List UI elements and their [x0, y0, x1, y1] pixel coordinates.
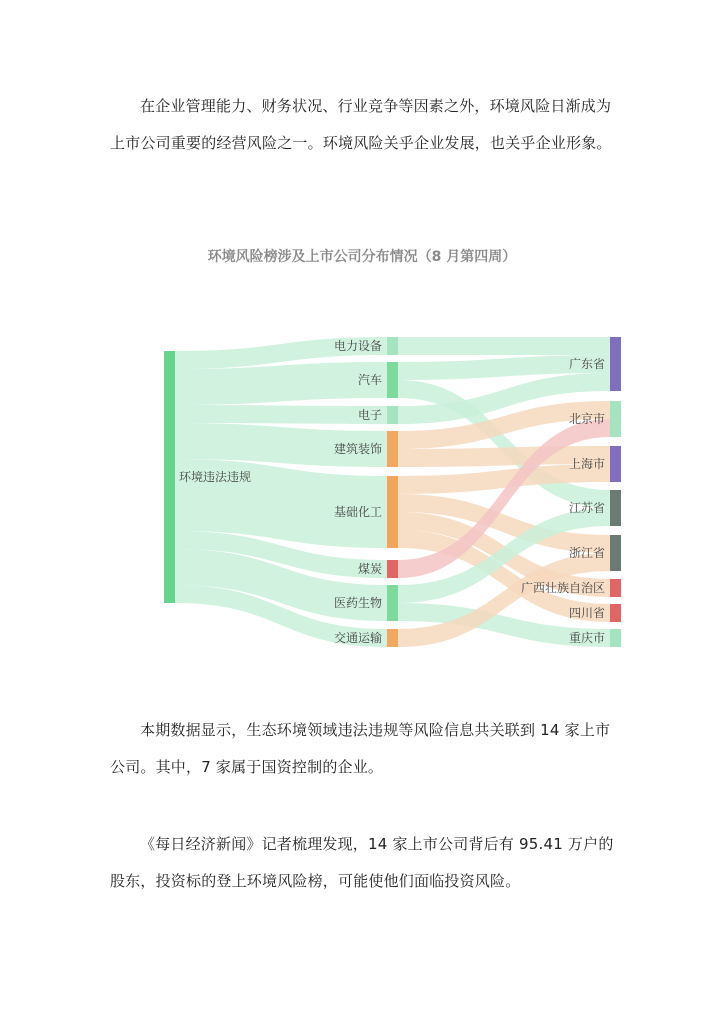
shareholder-paragraph: 《每日经济新闻》记者梳理发现，14 家上市公司背后有 95.41 万户的股东，投资标的登上环境风险榜，可能使他们面临投资风险。 [110, 835, 614, 890]
industry-label-7: 医药生物 [333, 596, 382, 610]
data-summary-paragraph: 本期数据显示，生态环境领域违法违规等风险信息共关联到 14 家上市公司。其中，7 家属于国资控制的企业。 [110, 721, 611, 776]
industry-label-6: 煤炭 [357, 562, 382, 576]
node-industry-6 [387, 560, 398, 578]
region-label-7: 四川省 [568, 606, 605, 620]
industry-label-1: 电力设备 [333, 339, 382, 353]
node-region-1 [610, 337, 621, 391]
node-source [164, 351, 175, 603]
region-label-5: 浙江省 [568, 546, 605, 560]
region-label-6: 广西壮族自治区 [520, 581, 605, 595]
intro-paragraph: 在企业管理能力、财务状况、行业竞争等因素之外，环境风险日渐成为上市公司重要的经营风险之一。环境风险关乎企业发展，也关乎企业形象。 [110, 97, 612, 152]
industry-label-3: 电子 [357, 408, 382, 422]
node-industry-3 [387, 406, 398, 424]
node-industry-8 [387, 629, 398, 647]
source-label: 环境违法违规 [179, 470, 252, 484]
node-industry-5 [387, 476, 398, 548]
node-industry-4 [387, 431, 398, 467]
industry-label-8: 交通运输 [333, 631, 382, 645]
industry-label-5: 基础化工 [333, 505, 382, 519]
industry-label-2: 汽车 [357, 373, 382, 387]
link-source-3 [175, 405, 387, 424]
node-region-4 [610, 490, 621, 526]
chart-title: 环境风险榜涉及上市公司分布情况（8 月第四周） [207, 249, 517, 265]
region-label-4: 江苏省 [568, 501, 605, 515]
node-industry-7 [387, 585, 398, 621]
region-label-3: 上海市 [568, 457, 605, 471]
region-label-8: 重庆市 [568, 631, 605, 645]
region-label-1: 广东省 [568, 357, 605, 371]
node-region-8 [610, 629, 621, 647]
node-region-7 [610, 604, 621, 622]
node-region-3 [610, 446, 621, 482]
node-region-5 [610, 535, 621, 571]
node-industry-2 [387, 362, 398, 398]
industry-label-4: 建筑装饰 [333, 442, 382, 456]
node-region-2 [610, 401, 621, 437]
link-1 [398, 337, 610, 355]
node-industry-1 [387, 337, 398, 355]
node-region-6 [610, 579, 621, 597]
region-label-2: 北京市 [568, 412, 605, 426]
